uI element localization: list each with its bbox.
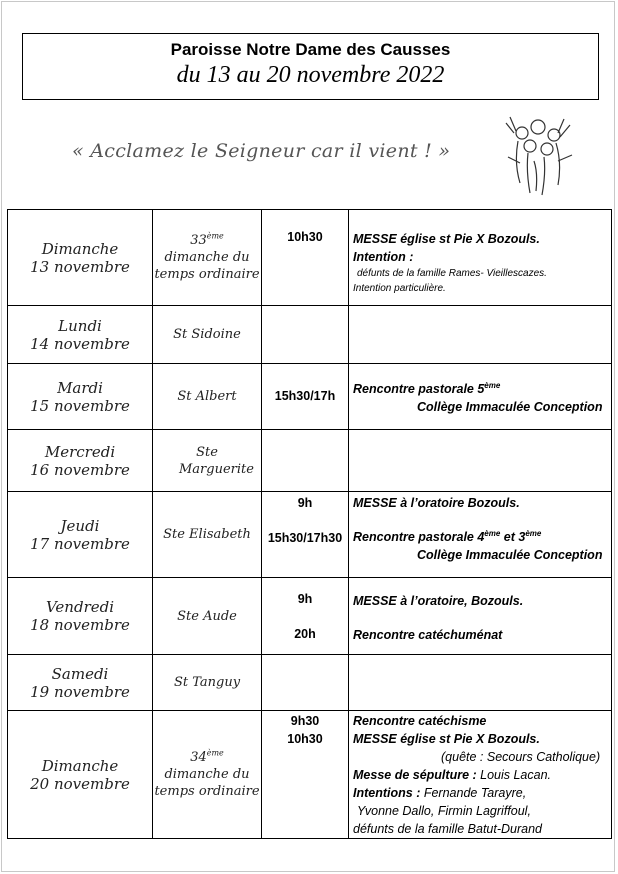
day-cell: [8, 492, 153, 578]
time-cell: [262, 711, 349, 839]
day-cell: [8, 578, 153, 655]
intention-text: défunts de la famille Rames- Vieillescazes.: [357, 268, 547, 279]
table-row: [8, 364, 612, 430]
event-location: Collège Immaculée Conception: [417, 400, 603, 414]
saint-name: Ste Marguerite: [179, 444, 254, 477]
day-cell: [8, 711, 153, 839]
event-time: 9h30: [290, 714, 320, 728]
intentions-line: [353, 784, 611, 802]
event-time: 10h30: [287, 230, 323, 244]
funeral-name: Louis Lacan.: [476, 768, 552, 782]
event-time: 9h: [297, 592, 313, 606]
day-date: 17 novembre: [30, 534, 130, 553]
event-time: 15h30/17h: [274, 389, 336, 403]
praising-people-icon: [500, 113, 580, 198]
saint-cell: St Albert: [153, 364, 262, 430]
spacer: [353, 610, 611, 626]
event-title: MESSE église st Pie X Bozouls.: [353, 732, 540, 746]
table-row: [8, 210, 612, 306]
description-cell: [349, 492, 612, 578]
intention-text: Intention particulière.: [353, 283, 446, 294]
day-name: Lundi: [58, 316, 102, 335]
event-title: MESSE église st Pie X Bozouls.: [353, 232, 540, 246]
intention-names: Fernande Tarayre,: [420, 786, 527, 800]
event-time: 9h: [297, 496, 313, 510]
saint-cell: [153, 430, 262, 492]
event-title-text: Rencontre pastorale 5: [353, 382, 485, 396]
ordinal-suffix: ème: [484, 528, 501, 538]
saint-cell: [153, 711, 262, 839]
schedule-table: [7, 209, 612, 839]
event-title: Rencontre catéchuménat: [353, 628, 503, 642]
event-title: [353, 528, 611, 546]
parish-title: Paroisse Notre Dame des Causses: [170, 40, 451, 59]
time-cell: [262, 210, 349, 306]
intentions-label: Intentions :: [353, 786, 421, 800]
day-name: Mercredi: [44, 442, 116, 461]
day-name: Jeudi: [60, 516, 100, 535]
table-row: [8, 430, 612, 492]
description-cell: [349, 430, 612, 492]
day-cell: [8, 306, 153, 364]
ordinal-suffix: ème: [206, 748, 224, 758]
day-date: 19 novembre: [30, 682, 130, 701]
day-date: 20 novembre: [30, 774, 130, 793]
week-dates: du 13 au 20 novembre 2022: [176, 62, 445, 88]
time-cell: [262, 364, 349, 430]
time-cell: [262, 430, 349, 492]
day-name: Mardi: [57, 378, 103, 397]
motto: « Acclamez le Seigneur car il vient ! »: [72, 140, 451, 162]
ordinal-suffix: ème: [525, 528, 542, 538]
saint-cell: Ste Elisabeth: [153, 492, 262, 578]
description-cell: [349, 364, 612, 430]
day-name: Vendredi: [45, 598, 115, 616]
funeral-line: [353, 766, 611, 784]
table-row: [8, 655, 612, 711]
intention-names: défunts de la famille Batut-Durand: [353, 822, 542, 836]
table-row: [8, 492, 612, 578]
table-row: [8, 578, 612, 655]
event-title: MESSE à l’oratoire Bozouls.: [353, 496, 520, 510]
intention-names: Yvonne Dallo, Firmin Lagriffoul,: [357, 804, 531, 818]
time-cell: [262, 492, 349, 578]
ordinal-suffix: ème: [206, 231, 224, 241]
event-location: Collège Immaculée Conception: [417, 548, 603, 562]
day-name: Samedi: [51, 664, 109, 683]
day-date: 14 novembre: [30, 334, 130, 353]
sunday-number: 34: [190, 750, 207, 765]
event-time: 20h: [294, 627, 316, 641]
description-cell: [349, 306, 612, 364]
header-box: [22, 33, 599, 100]
table-row: [8, 306, 612, 364]
time-cell: [262, 655, 349, 711]
description-cell: [349, 210, 612, 306]
collection-note: (quête : Secours Catholique): [441, 750, 601, 764]
intention-label: Intention :: [353, 250, 414, 264]
ordinal-suffix: ème: [484, 380, 501, 390]
funeral-label: Messe de sépulture :: [353, 768, 477, 782]
event-title-text: Rencontre pastorale 4: [353, 530, 485, 544]
description-cell: [349, 655, 612, 711]
saint-cell: St Tanguy: [153, 655, 262, 711]
day-date: 15 novembre: [30, 396, 130, 415]
day-name: Dimanche: [41, 756, 119, 775]
day-cell: [8, 655, 153, 711]
saint-cell: St Sidoine: [153, 306, 262, 364]
event-title: MESSE à l’oratoire, Bozouls.: [353, 594, 524, 608]
event-title: [353, 380, 611, 398]
liturgical-day: dimanche du temps ordinaire: [154, 250, 260, 282]
day-cell: [8, 210, 153, 306]
saint-cell: [153, 210, 262, 306]
event-time: 10h30: [287, 732, 323, 746]
table-row: [8, 711, 612, 839]
day-date: 18 novembre: [30, 616, 130, 634]
time-cell: [262, 578, 349, 655]
day-name: Dimanche: [41, 239, 119, 258]
day-date: 16 novembre: [30, 460, 130, 479]
day-cell: [8, 364, 153, 430]
day-cell: [8, 430, 153, 492]
sunday-number: 33: [190, 233, 207, 248]
description-cell: [349, 711, 612, 839]
event-title: Rencontre catéchisme: [353, 714, 487, 728]
time-cell: [262, 306, 349, 364]
description-cell: [349, 578, 612, 655]
liturgical-day: dimanche du temps ordinaire: [154, 767, 260, 799]
event-title-text: et 3: [500, 530, 526, 544]
day-date: 13 novembre: [30, 257, 130, 276]
spacer: [353, 512, 611, 528]
saint-cell: Ste Aude: [153, 578, 262, 655]
event-time: 15h30/17h30: [267, 531, 343, 545]
